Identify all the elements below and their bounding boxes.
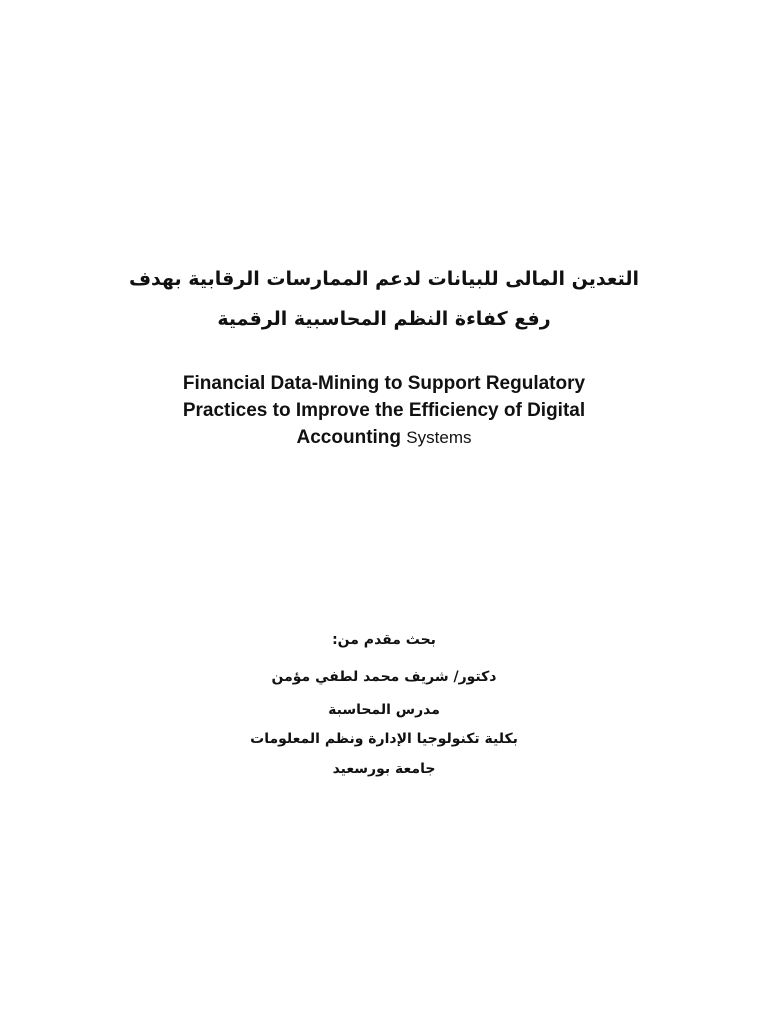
author-university: جامعة بورسعيد: [332, 761, 436, 777]
english-title-line-1: Financial Data-Mining to Support Regulatory: [182, 373, 586, 394]
arabic-title-line-2: رفع كفاءة النظم المحاسبية الرقمية: [217, 308, 551, 330]
author-name: دكتور/ شريف محمد لطفي مؤمن: [271, 669, 497, 685]
english-title-line-3-tail: Systems: [406, 428, 472, 447]
arabic-title-line-1: التعدين المالى للبيانات لدعم الممارسات الرقابية بهدف: [128, 268, 640, 290]
english-title-line-3: [84, 424, 684, 451]
author-faculty: بكلية تكنولوجيا الإدارة ونظم المعلومات: [250, 731, 518, 747]
english-title-line-3-main: Accounting: [296, 427, 402, 448]
presented-by-label: بحث مقدم من:: [332, 632, 436, 648]
english-title-line-2: Practices to Improve the Efficiency of Digital: [182, 400, 586, 421]
author-role: مدرس المحاسبة: [328, 702, 440, 718]
